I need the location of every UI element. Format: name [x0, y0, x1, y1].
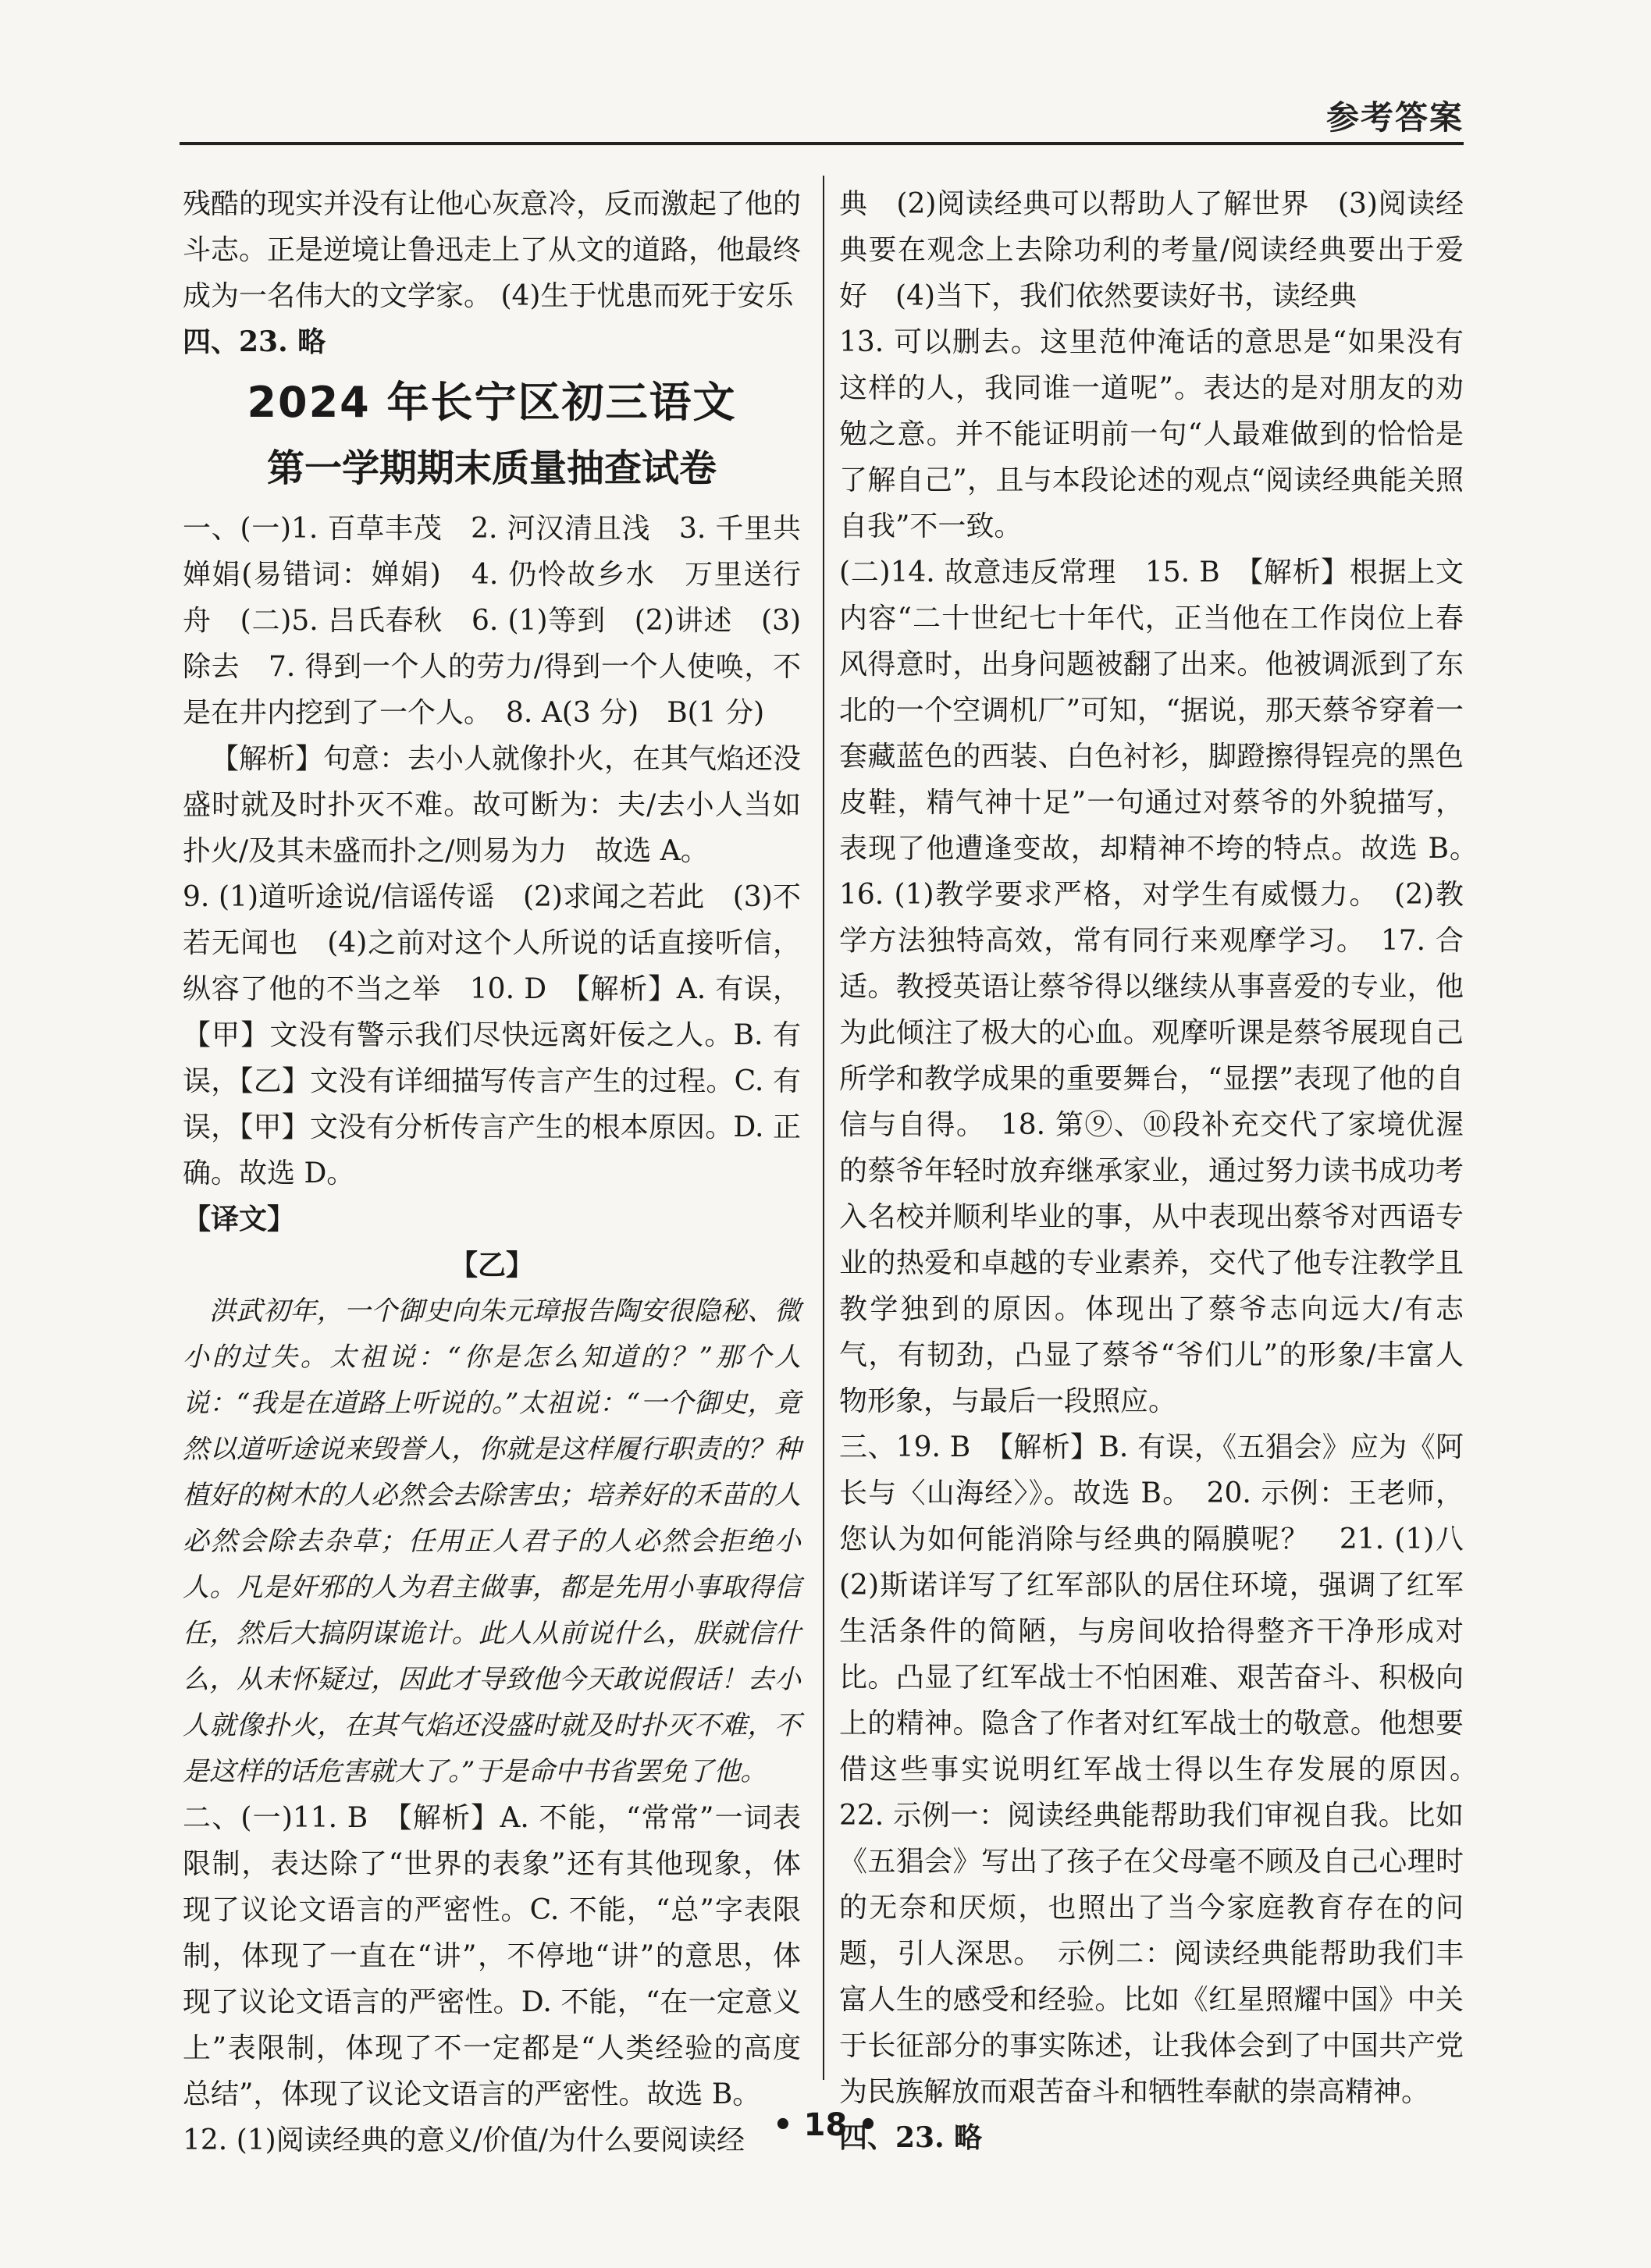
header-rule: [180, 142, 1464, 145]
answer-block-19-22: 三、19. B 【解析】B. 有误，《五猖会》应为《阿长与〈山海经〉》。故选 B。 20. 示例：王老师，您认为如何能消除与经典的隔膜呢？ 21. (1)八 (2)斯诺详写了红军部队的居住环境，强调了红军生活条件的简陋，与房间收拾得整齐干净形成对比。凸显了红军战士不怕困难、艰苦奋斗、积极向上的精神。隐含了作者对红军战士的敬意。他想要借这些事实说明红军战士得以生存发展的原因。 22. 示例一：阅读经典能帮助我们审视自我。比如《五猖会》写出了孩子在父母毫不顾及自己心理时的无奈和厌烦，也照出了当今家庭教育存在的问题，引人深思。 示例二：阅读经典能帮助我们丰富人生的感受和经验。比如《红星照耀中国》中关于长征部分的事实陈述，让我体会到了中国共产党为民族解放而艰苦奋斗和牺牲奉献的崇高精神。: [839, 1431, 1493, 2108]
translation-text: 洪武初年，一个御史向朱元璋报告陶安很隐秘、微小的过失。太祖说：“你是怎么知道的？”那个人说：“我是在道路上听说的。”太祖说：“一个御史，竟然以道听途说来毁誉人，你就是这样履行职责的？种植好的树木的人必然会去除害虫；培养好的禾苗的人必然会除去杂草；任用正人君子的人必然会拒绝小人。凡是奸邪的人为君主做事，都是先用小事取得信任，然后大搞阴谋诡计。此人从前说什么，朕就信什么，从未怀疑过，因此才导致他今天敢说假话！去小人就像扑火，在其气焰还没盛时就及时扑灭不难，不是这样的话危害就大了。”于是命中书省罢免了他。: [183, 1296, 801, 1787]
column-divider: [823, 176, 824, 2080]
translation-heading: 【译文】: [183, 1203, 296, 1235]
answer-block-1: 一、(一)1. 百草丰茂 2. 河汉清且浅 3. 千里共婵娟(易错词：婵娟) 4. 仍怜故乡水 万里送行舟 (二)5. 吕氏春秋 6. (1)等到 (2)讲述 (3)除去 7. 得到一个人的劳力/得到一个人使唤，不是在井内挖到了一个人。 8. A(3 分) B(1 分): [183, 513, 801, 729]
left-column: [183, 181, 801, 2163]
section-four-answer-right: 四、23. 略: [839, 2121, 983, 2154]
answer-block-12-cont: 典 (2)阅读经典可以帮助人了解世界 (3)阅读经典要在观念上去除功利的考量/阅读经典要出于爱好 (4)当下，我们依然要读好书，读经典: [839, 188, 1464, 312]
header-title: 参考答案: [1325, 98, 1464, 137]
answer-block-14-18: (二)14. 故意违反常理 15. B 【解析】根据上文内容“二十世纪七十年代，正当他在工作岗位上春风得意时，出身问题被翻了出来。他被调派到了东北的一个空调机厂”可知，“据说，那天蔡爷穿着一套藏蓝色的西装、白色衬衫，脚蹬擦得锃亮的黑色皮鞋，精气神十足”一句通过对蔡爷的外貌描写，表现了他遭逢变故，却精神不垮的特点。故选 B。 16. (1)教学要求严格，对学生有威慑力。 (2)教学方法独特高效，常有同行来观摩学习。 17. 合适。教授英语让蔡爷得以继续从事喜爱的专业，他为此倾注了极大的心血。观摩听课是蔡爷展现自己所学和教学成果的重要舞台，“显摆”表现了他的自信与自得。 18. 第⑨、⑩段补充交代了家境优渥的蔡爷年轻时放弃继承家业，通过努力读书成功考入名校并顺利毕业的事，从中表现出蔡爷对西语专业的热爱和卓越的专业素养，交代了他专注教学且教学独到的原因。体现出了蔡爷志向远大/有志气，有韧劲，凸显了蔡爷“爷们儿”的形象/丰富人物形象，与最后一段照应。: [839, 556, 1493, 1417]
exam-title-line-2: 第一学期期末质量抽查试卷: [266, 446, 717, 490]
exam-title-line-1: 2024 年长宁区初三语文: [247, 378, 737, 427]
answer-block-9-10: 9. (1)道听途说/信谣传谣 (2)求闻之若此 (3)不若无闻也 (4)之前对这个人所说的话直接听信，纵容了他的不当之举 10. D 【解析】A. 有误，【甲】文没有警示我们尽快远离奸佞之人。B. 有误，【乙】文没有详细描写传言产生的过程。C. 有误，【甲】文没有分析传言产生的根本原因。D. 正确。故选 D。: [183, 881, 801, 1189]
answer-block-13: 13. 可以删去。这里范仲淹话的意思是“如果没有这样的人，我同谁一道呢”。表达的是对朋友的劝勉之意。并不能证明前一句“人最难做到的恰恰是了解自己”，且与本段论述的观点“阅读经典能关照自我”不一致。: [839, 326, 1464, 542]
answer-block-12-start: 12. (1)阅读经典的意义/价值/为什么要阅读经: [183, 2124, 745, 2156]
section-four-answer: 四、23. 略: [183, 325, 326, 358]
analysis-block: 【解析】句意：去小人就像扑火，在其气焰还没盛时就及时扑灭不难。故可断为：夫/去小人当如扑火/及其未盛而扑之/则易为力 故选 A。: [183, 743, 802, 867]
continued-answer-paragraph: 残酷的现实并没有让他心灰意冷，反而激起了他的斗志。正是逆境让鲁迅走上了从文的道路，他最终成为一名伟大的文学家。 (4)生于忧患而死于安乐: [183, 188, 802, 312]
answer-block-11: 二、(一)11. B 【解析】A. 不能，“常常”一词表限制，表达除了“世界的表象”还有其他现象，体现了议论文语言的严密性。C. 不能，“总”字表限制，体现了一直在“讲”，不停地“讲”的意思，体现了议论文语言的严密性。D. 不能，“在一定意义上”表限制，体现了不一定都是“人类经验的高度总结”，体现了议论文语言的严密性。故选 B。: [183, 1802, 801, 2110]
translation-yi-tag: 【乙】: [449, 1249, 534, 1282]
page-number: • 18 •: [773, 2107, 878, 2143]
right-column: [839, 181, 1493, 2161]
